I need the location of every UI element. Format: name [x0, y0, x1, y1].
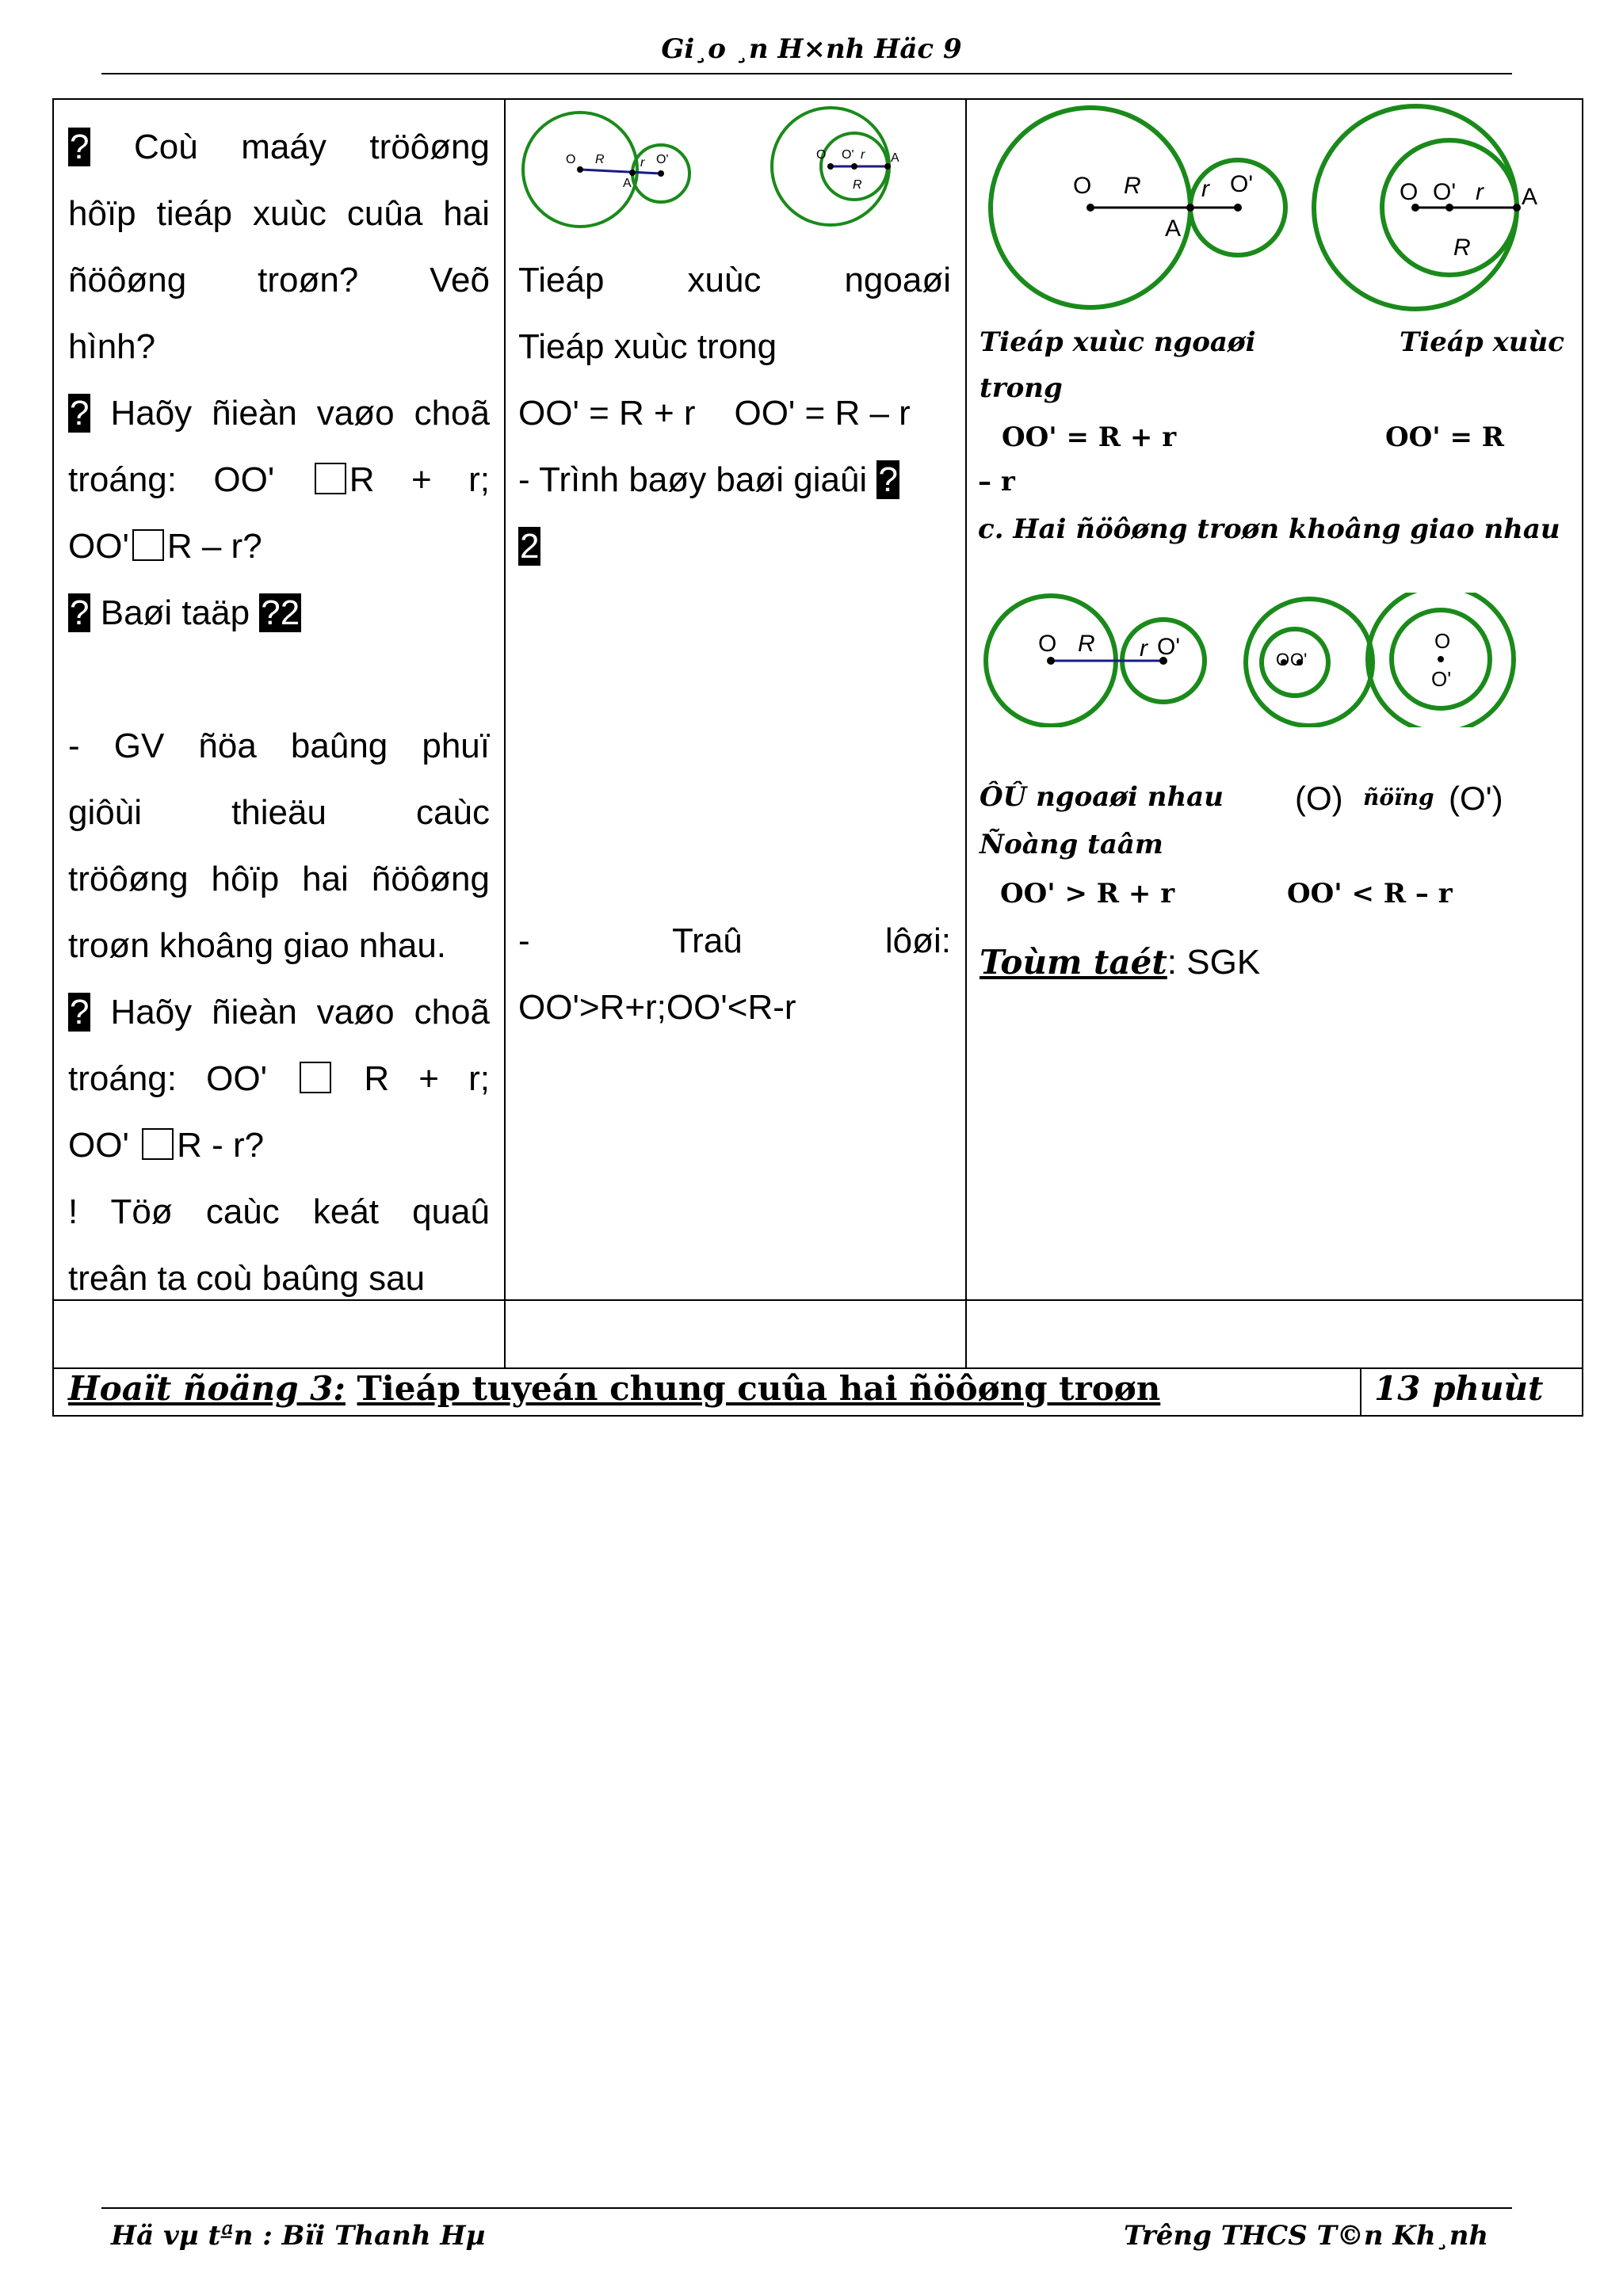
blank-box [300, 1062, 331, 1093]
activity-label: Hoaït ñoäng 3: [68, 1369, 346, 1408]
label-Op: O' [1230, 171, 1254, 197]
answer-text: OO'>R+r;OO'<R-r [518, 988, 796, 1027]
header-rule [101, 73, 1512, 74]
label-O: O [1276, 650, 1290, 669]
label-Op: O' [842, 148, 854, 162]
answer-text: Tieáp xuùc ngoaøi [518, 261, 951, 299]
question-number: 2 [520, 527, 540, 566]
label-r: r [640, 156, 645, 170]
label-O: O [816, 148, 827, 162]
summary-text: : SGK [1167, 943, 1261, 982]
question-text: OO' [68, 1126, 129, 1165]
answer-text: - Traû lôøi: [518, 921, 951, 960]
label-O: O [1038, 631, 1057, 657]
question-mark-icon: ? [70, 993, 90, 1032]
question-text: R + r; [364, 1059, 491, 1098]
label-R: R [853, 178, 862, 192]
label-r: r [1140, 635, 1148, 662]
question-mark-icon: ? [70, 394, 90, 433]
summary-label: Toùm taét [980, 943, 1167, 982]
case-label: ñöïng [1363, 784, 1434, 810]
activity-text: giôùi thieäu caùc [68, 793, 490, 832]
activity-text: troøn khoâng giao nhau. [68, 926, 447, 965]
label-R: R [595, 153, 605, 166]
question-mark-icon: ? [878, 460, 898, 499]
circle-name: (O') [1449, 780, 1503, 817]
activity-text: tröôøng hôïp hai ñöôøng [68, 860, 490, 898]
question-mark-icon: ? [70, 128, 90, 166]
question-text: troáng: OO' [68, 1059, 267, 1098]
activity-duration: 13 phuùt [1374, 1369, 1544, 1408]
question-text: ñöôøng troøn? Veõ [68, 261, 490, 299]
tangent-circles-small-diagram [515, 100, 911, 242]
question-text: OO' [68, 527, 129, 566]
question-text: Coù maáy tröôøng [134, 128, 490, 166]
label-O: O [566, 153, 576, 166]
author-footer: Hä vµ tªn : Bïi Thanh Hµ [111, 2220, 486, 2252]
question-number-badge: ?2 [261, 593, 300, 632]
label-Op: O' [656, 153, 669, 166]
school-footer: Trêng THCS T©n Kh¸nh [1124, 2220, 1489, 2252]
answer-text: Tieáp xuùc trong [518, 327, 777, 366]
label-r: r [1476, 179, 1484, 205]
label-r: r [861, 148, 865, 162]
case-label: Ñoàng taâm [980, 829, 1163, 860]
activity-title: Tieáp tuyeán chung cuûa hai ñöôøng troøn [357, 1369, 1161, 1408]
label-O: O [1434, 629, 1451, 653]
case-label: ÔÛ ngoaøi nhau [980, 781, 1224, 813]
label-A: A [891, 151, 899, 165]
page-header: Gi¸o ¸n H×nh Häc 9 [661, 33, 962, 65]
formula: – r [978, 466, 1015, 498]
exercise-text: Baøi taäp [100, 593, 250, 632]
label-r: r [1201, 176, 1209, 202]
conclusion-text: treân ta coù baûng sau [68, 1259, 426, 1298]
formula: OO' > R + r [1000, 878, 1175, 910]
question-text: troáng: OO' [68, 460, 275, 499]
label-A: A [623, 177, 632, 190]
label-Op: O' [1157, 634, 1181, 660]
activity-text: - GV ñöa baûng phuï [68, 727, 490, 765]
non-intersecting-circles-diagram [978, 593, 1580, 727]
question-text: Haõy ñieàn vaøo choã [110, 394, 490, 433]
tangent-circles-diagram [978, 101, 1580, 323]
blank-box [315, 463, 346, 494]
question-text: R + r; [349, 460, 490, 499]
label-Op: O' [1433, 179, 1457, 205]
label-O: O [1073, 173, 1092, 199]
label-R: R [1078, 631, 1095, 657]
question-text: hình? [68, 327, 156, 366]
teacher-column [68, 114, 490, 1312]
formula: OO' = R – r [734, 394, 911, 433]
label-Op: O' [1431, 667, 1452, 691]
case-label: Tieáp xuùc ngoaøi [980, 326, 1256, 358]
formula: OO' = R [1385, 421, 1505, 453]
label-O: O [1400, 179, 1419, 205]
blank-box [142, 1128, 174, 1160]
blank-box [132, 529, 164, 561]
question-text: R - r? [177, 1126, 265, 1165]
case-label: trong [980, 372, 1063, 404]
formula: OO' = R + r [1002, 421, 1177, 453]
label-A: A [1522, 184, 1538, 210]
student-column [518, 247, 951, 580]
conclusion-text: ! Töø caùc keát quaû [68, 1192, 490, 1231]
footer-rule [101, 2207, 1512, 2209]
formula: OO' < R – r [1287, 878, 1453, 910]
circle-name: (O) [1295, 780, 1343, 817]
label-A: A [1165, 215, 1182, 242]
label-R: R [1124, 173, 1141, 199]
student-answer [518, 908, 951, 1041]
question-mark-icon: ? [70, 593, 90, 632]
answer-text: - Trình baøy baøi giaûi [518, 460, 868, 499]
question-text: R – r? [166, 527, 262, 566]
label-R: R [1453, 235, 1471, 261]
question-text: Haõy ñieàn vaøo choã [110, 993, 490, 1032]
question-text: hôïp tieáp xuùc cuûa hai [68, 194, 490, 233]
case-label: Tieáp xuùc [1400, 326, 1564, 358]
formula: OO' = R + r [518, 394, 696, 433]
section-title: c. Hai ñöôøng troøn khoâng giao nhau [978, 513, 1560, 545]
label-Op: O' [1290, 650, 1308, 669]
